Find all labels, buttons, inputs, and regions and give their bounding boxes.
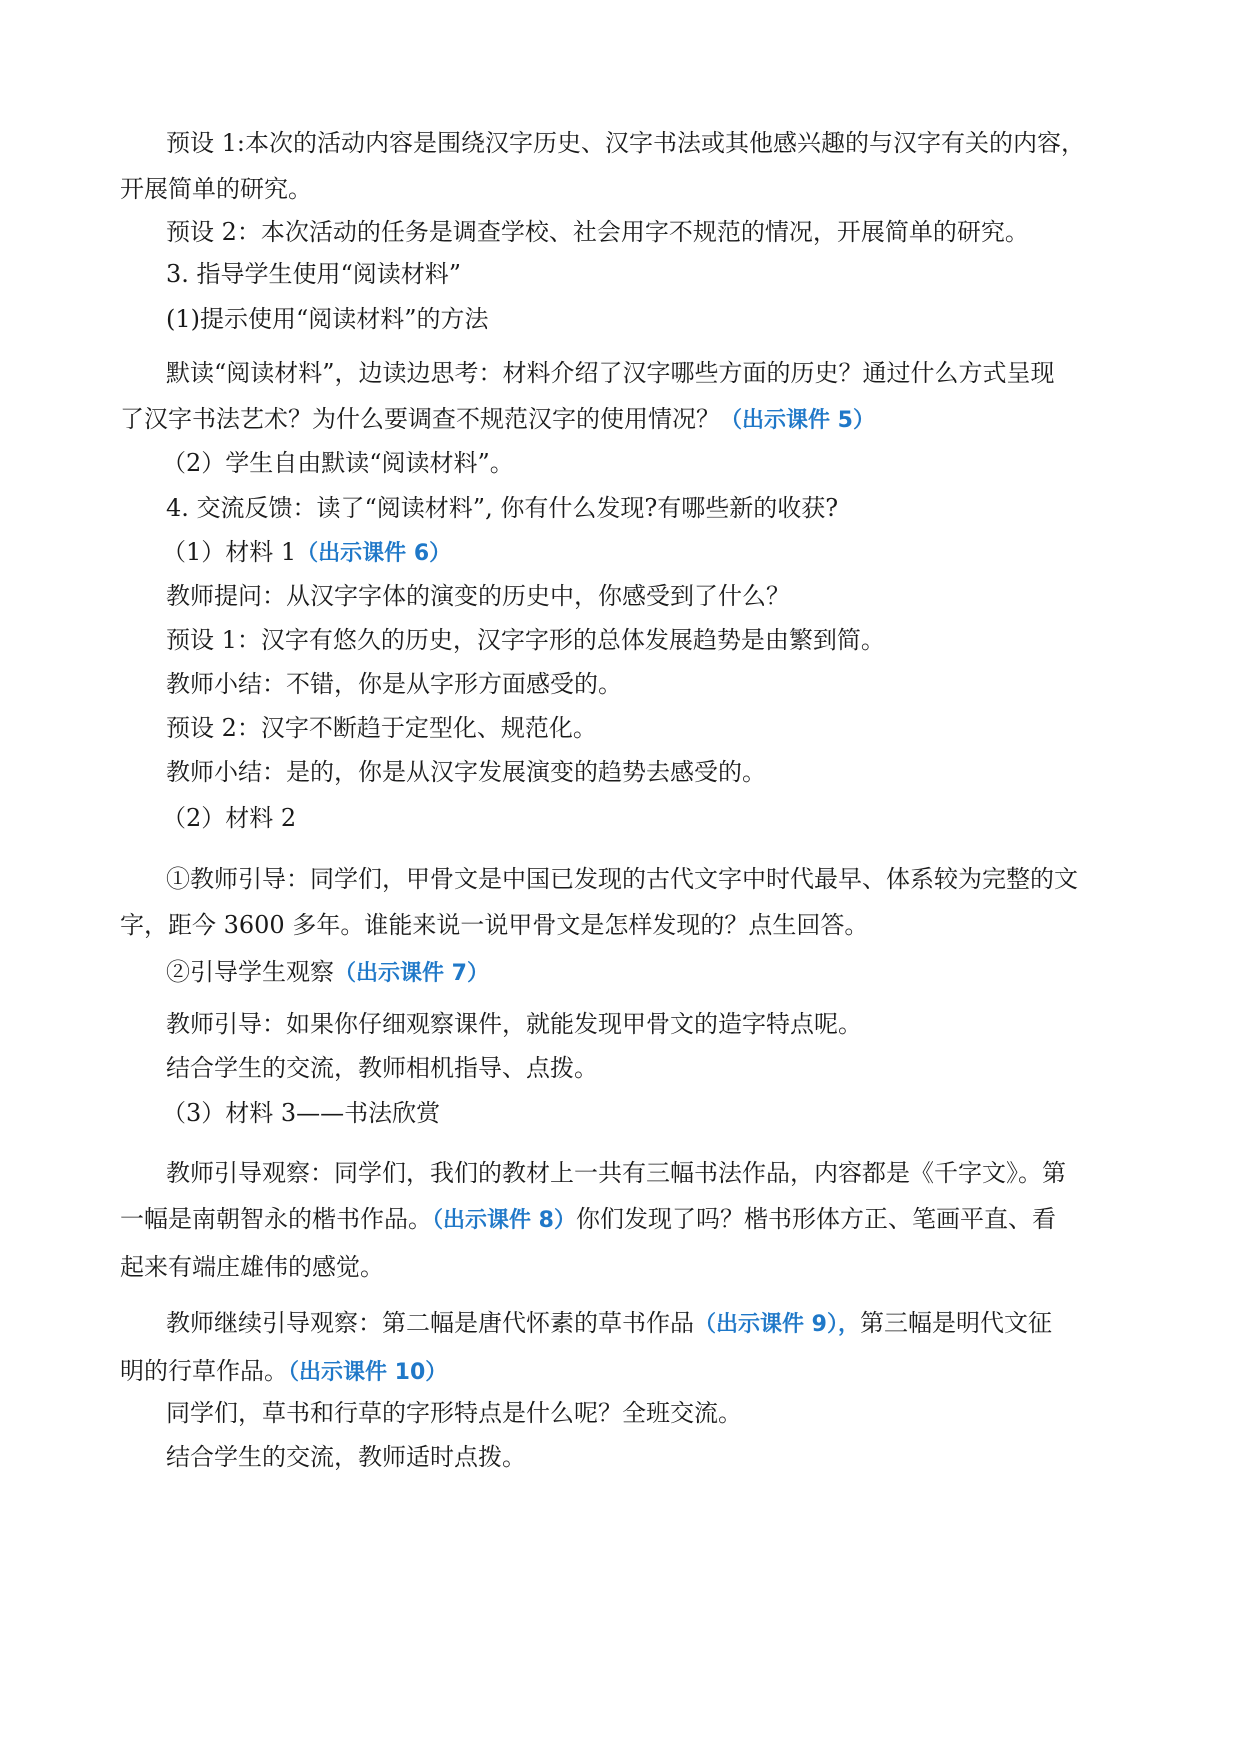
- teacher-guide: 教师引导：如果你仔细观察课件，就能发现甲骨文的造字特点呢。: [166, 1010, 862, 1038]
- paragraph-silent-reading: [0, 350, 1122, 444]
- line: 明的行草作品。（出示课件 10）: [120, 1357, 448, 1385]
- combine-exchange-1: 结合学生的交流，教师相机指导、点拨。: [166, 1054, 598, 1082]
- courseware-reference: （出示课件 9），: [694, 1312, 860, 1337]
- line: 教师引导观察：同学们，我们的教材上一共有三幅书法作品，内容都是《千字文》。第: [166, 1159, 1066, 1187]
- line: ①教师引导：同学们，甲骨文是中国已发现的古代文字中时代最早、体系较为完整的文: [166, 865, 1078, 893]
- preset-answer-1: 预设 1：汉字有悠久的历史，汉字字形的总体发展趋势是由繁到简。: [166, 626, 885, 654]
- paragraph-oracle-bone: [0, 856, 1122, 948]
- heading-guide-reading: 3. 指导学生使用“阅读材料”: [166, 260, 462, 288]
- subheading-material-2: （2）材料 2: [162, 804, 297, 832]
- paragraph-calligraphy: [0, 1150, 1122, 1290]
- line: 了汉字书法艺术？为什么要调查不规范汉字的使用情况？（出示课件 5）: [120, 405, 875, 433]
- courseware-reference: （出示课件 7）: [334, 961, 489, 986]
- preset-answer-2: 预设 2：汉字不断趋于定型化、规范化。: [166, 714, 597, 742]
- line: 默读“阅读材料”，边读边思考：材料介绍了汉字哪些方面的历史？通过什么方式呈现: [166, 359, 1055, 387]
- line: 起来有端庄雄伟的感觉。: [120, 1253, 384, 1281]
- courseware-reference: （出示课件 5）: [720, 408, 875, 433]
- guide-observe: ②引导学生观察（出示课件 7）: [166, 958, 489, 986]
- class-exchange: 同学们，草书和行草的字形特点是什么呢？全班交流。: [166, 1399, 742, 1427]
- teacher-summary-1: 教师小结：不错，你是从字形方面感受的。: [166, 670, 622, 698]
- line: 预设 1:本次的活动内容是围绕汉字历史、汉字书法或其他感兴趣的与汉字有关的内容，: [166, 129, 1085, 157]
- paragraph-free-reading: （2）学生自由默读“阅读材料”。: [162, 449, 514, 477]
- paragraph-preset-1: [0, 120, 1122, 212]
- paragraph-preset-2: 预设 2：本次活动的任务是调查学校、社会用字不规范的情况，开展简单的研究。: [166, 218, 1029, 246]
- courseware-reference: （出示课件 10）: [288, 1360, 448, 1385]
- teacher-summary-2: 教师小结：是的，你是从汉字发展演变的趋势去感受的。: [166, 758, 766, 786]
- line: 一幅是南朝智永的楷书作品。（出示课件 8）你们发现了吗？楷书形体方正、笔画平直、看: [120, 1205, 1056, 1233]
- line: 教师继续引导观察：第二幅是唐代怀素的草书作品（出示课件 9），第三幅是明代文征: [166, 1309, 1052, 1337]
- combine-exchange-2: 结合学生的交流，教师适时点拨。: [166, 1443, 526, 1471]
- subheading-material-1: （1）材料 1（出示课件 6）: [162, 538, 452, 566]
- courseware-reference: （出示课件 6）: [296, 541, 452, 566]
- teacher-question: 教师提问：从汉字字体的演变的历史中，你感受到了什么？: [166, 582, 790, 610]
- line: 字，距今 3600 多年。谁能来说一说甲骨文是怎样发现的？点生回答。: [120, 911, 869, 939]
- paragraph-continue-observe: [0, 1300, 1122, 1396]
- courseware-reference: （出示课件 8）: [432, 1208, 576, 1233]
- heading-feedback: 4. 交流反馈：读了“阅读材料”, 你有什么发现?有哪些新的收获?: [166, 494, 839, 522]
- subheading-method: (1)提示使用“阅读材料”的方法: [166, 305, 489, 333]
- subheading-material-3: （3）材料 3——书法欣赏: [162, 1099, 441, 1127]
- line: 开展简单的研究。: [120, 175, 312, 203]
